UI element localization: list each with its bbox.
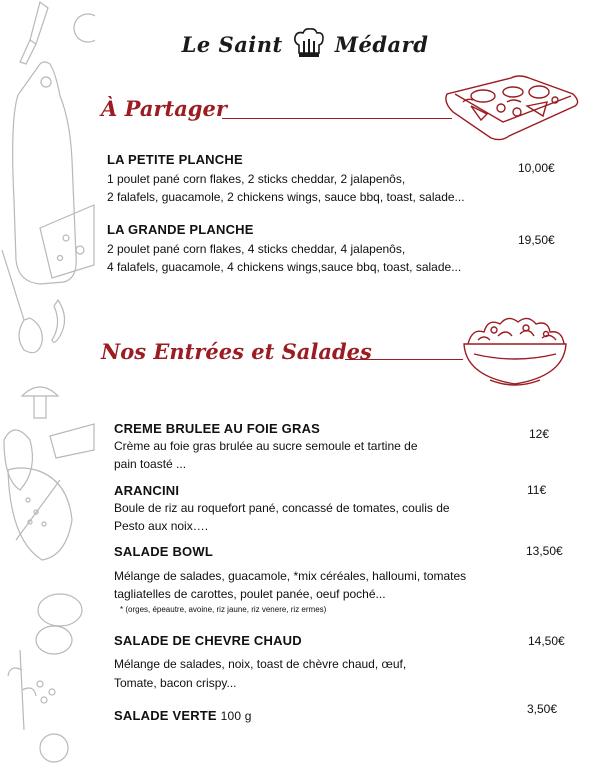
kitchen-sketch-border	[0, 0, 95, 764]
salad-bowl-icon	[460, 310, 570, 390]
menu-item-description: 2 falafels, guacamole, 2 chickens wings, sauce bbq, toast, salade...	[107, 190, 465, 204]
menu-item-name: SALADE VERTE	[114, 708, 217, 723]
section-rule-partager	[222, 118, 452, 119]
menu-item-price: 10,00€	[518, 161, 555, 175]
menu-item-price: 19,50€	[518, 233, 555, 247]
tomato-icon	[74, 14, 95, 42]
knife-icon	[20, 2, 48, 64]
menu-item-name: LA PETITE PLANCHE	[107, 152, 243, 167]
menu-item-description: Crème au foie gras brulée au sucre semoule et tartine de	[114, 439, 418, 453]
cutting-board-icon	[13, 62, 77, 284]
menu-item-description: pain toasté ...	[114, 457, 187, 471]
menu-item-description: 1 poulet pané corn flakes, 2 sticks cheddar, 2 jalapenôs,	[107, 172, 406, 186]
menu-item-name: LA GRANDE PLANCHE	[107, 222, 254, 237]
menu-item-description: Tomate, bacon crispy...	[114, 676, 237, 690]
menu-item-description: tagliatelles de carottes, poulet panée, oeuf poché...	[114, 587, 386, 601]
chili-icon	[52, 300, 65, 342]
colander-icon	[8, 468, 72, 560]
chef-hat-icon	[293, 27, 325, 61]
section-rule-entrees	[345, 359, 463, 360]
spoon-icon	[2, 250, 42, 353]
menu-item-name: SALADE BOWL	[114, 544, 213, 559]
charcuterie-board-icon	[443, 72, 581, 142]
section-title-partager: À Partager	[101, 96, 227, 121]
menu-item-name: ARANCINI	[114, 483, 180, 498]
herb-icon	[8, 650, 36, 730]
menu-item-description: Mélange de salades, guacamole, *mix céréales, halloumi, tomates	[114, 569, 467, 583]
menu-item-quantity: 100 g	[220, 709, 252, 723]
cheese-icon	[40, 205, 94, 278]
menu-item-name: CREME BRULEE AU FOIE GRAS	[114, 421, 321, 436]
menu-item-price: 11€	[527, 483, 547, 497]
menu-item-price: 3,50€	[527, 702, 558, 716]
menu-item-footnote: * (orges, épeautre, avoine, riz jaune, riz venere, riz ermes)	[120, 605, 327, 614]
menu-item-description: Mélange de salades, noix, toast de chèvre chaud, œuf,	[114, 657, 407, 671]
menu-item-description: Pesto aux noix….	[114, 519, 209, 533]
mushroom-icon	[22, 387, 58, 418]
menu-item-description: 4 falafels, guacamole, 4 chickens wings,sauce bbq, toast, salade...	[107, 260, 462, 274]
brand-name-left: Le Saint	[181, 31, 283, 57]
menu-item-name: SALADE DE CHEVRE CHAUD	[114, 633, 302, 648]
restaurant-brand	[180, 24, 430, 64]
menu-item-price: 14,50€	[528, 634, 565, 648]
menu-item-description: Boule de riz au roquefort pané, concassé de tomates, coulis de	[114, 501, 450, 515]
brand-name-right: Médard	[334, 31, 429, 57]
menu-item-name-with-quantity	[114, 708, 252, 723]
menu-item-price: 13,50€	[526, 544, 563, 558]
menu-item-price: 12€	[529, 427, 550, 441]
plum-icon	[38, 594, 82, 626]
menu-item-description: 2 poulet pané corn flakes, 4 sticks cheddar, 4 jalapenôs,	[107, 242, 406, 256]
section-title-entrees: Nos Entrées et Salades	[101, 339, 372, 364]
cheese-wedge-icon	[50, 424, 94, 458]
